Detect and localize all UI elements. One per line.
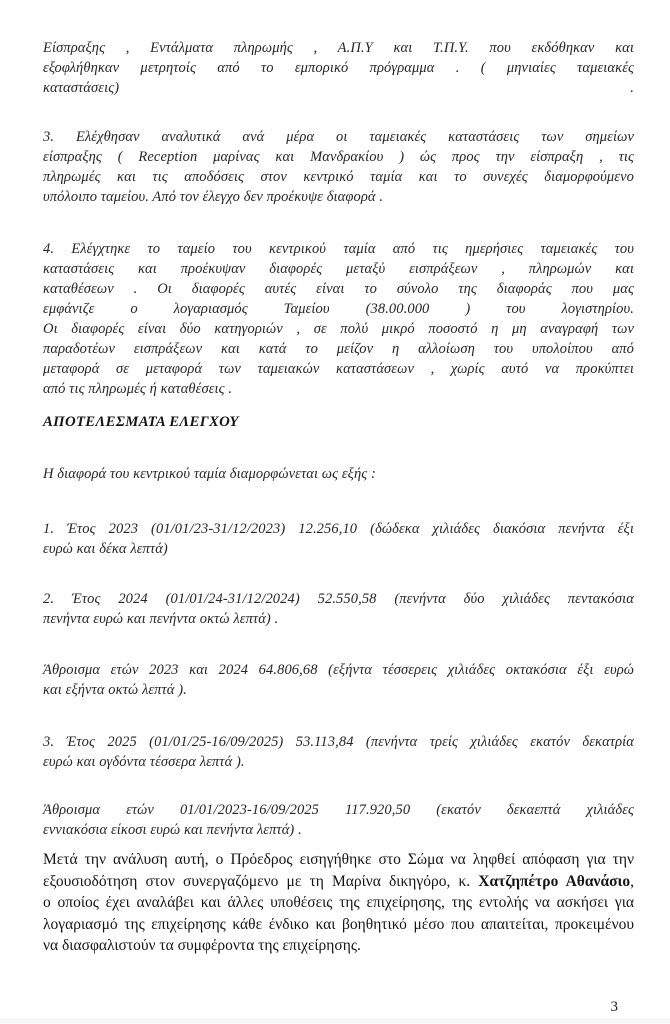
italic-body-section: [43, 38, 634, 840]
results-intro-line: Η διαφορά του κεντρικού ταμία διαμορφώνεται ως εξής :: [43, 466, 376, 482]
text-line: Οι διαφορές είναι δύο κατηγοριών , σε πολύ μικρό ποσοστό η μη αναγραφή των: [43, 321, 634, 337]
result-item-year-2024: [43, 589, 634, 629]
result-sum-total: [43, 800, 634, 840]
text-line: 2. Έτος 2024 (01/01/24-31/12/2024) 52.550,58 (πενήντα δύο χιλιάδες πεντακόσια: [43, 591, 634, 607]
text-line: Μετά την ανάλυση αυτή, ο Πρόεδρος εισηγήθηκε στο Σώμα να ληφθεί απόφαση για την: [43, 851, 634, 868]
closing-paragraph: [43, 849, 634, 957]
paragraph-audit-point-3: [43, 127, 634, 207]
text-line: Είσπραξης , Εντάλματα πληρωμής , Α.Π.Υ και Τ.Π.Υ. που εκδόθηκαν και: [43, 40, 634, 56]
text-line: υπόλοιπο ταμείου. Από τον έλεγχο δεν προέκυψε διαφορά .: [43, 189, 384, 205]
paragraph-continuation: [43, 38, 634, 98]
text-line: καταστάσεις και προέκυψαν διαφορές μεταξύ εισπράξεων , πληρωμών και: [43, 261, 634, 277]
text-line: 3. Έτος 2025 (01/01/25-16/09/2025) 53.113,84 (πενήντα τρείς χιλιάδες εκατόν δεκατρία: [43, 734, 634, 750]
text-line: πληρωμές και τις αποδόσεις στον κεντρικό ταμία και το συνεχές διαμορφούμενο: [43, 169, 634, 185]
line-left-text: καταστάσεις): [43, 80, 120, 96]
text-line: Άθροισμα ετών 2023 και 2024 64.806,68 (εξήντα τέσσερεις χιλιάδες οκτακόσια έξι ευρώ: [43, 662, 634, 678]
text-line: μεταφορά σε μεταφορά των ταμειακών καταστάσεων , χωρίς αυτό να προκύπτει: [43, 361, 634, 377]
result-item-year-2023: [43, 519, 634, 559]
result-sum-2023-2024: [43, 660, 634, 700]
text-line: και εξήντα οκτώ λεπτά ).: [43, 682, 187, 698]
paragraph-audit-point-4: [43, 239, 634, 399]
bold-name-text: Χατζηπέτρο Αθανάσιο: [478, 872, 631, 890]
text-line: λογαριασμό της επιχείρησης κάθε ένδικο και βοηθητικό μέσο που απαιτείται, προκειμένου: [43, 915, 634, 933]
page-bottom-edge: [0, 1018, 670, 1024]
text-line: καταθέσεων . Οι διαφορές αυτές είναι το σύνολο της διαφοράς που μας: [43, 281, 634, 297]
text-line: 4. Ελέγχτηκε το ταμείο του κεντρικού ταμία από τις ημερήσιες ταμειακές του: [43, 241, 634, 257]
text-line: είσπραξης ( Reception μαρίνας και Μανδρακίου ) ώς προς την είσπραξη , τις: [43, 149, 634, 165]
text-line: πενήντα ευρώ και πενήντα οκτώ λεπτά) .: [43, 611, 279, 627]
text-line: 3. Ελέχθησαν αναλυτικά ανά μέρα οι ταμειακές καταστάσεις των σημείων: [43, 129, 634, 145]
text-line: από τις πληρωμές ή καταθέσεις .: [43, 381, 233, 397]
results-heading: ΑΠΟΤΕΛΕΣΜΑΤΑ ΕΛΕΓΧΟΥ: [43, 414, 239, 430]
text-line: να διασφαλιστούν τα συμφέροντα της επιχείρησης.: [43, 937, 361, 954]
text-line: παραδοτέων εισπράξεων και κατά το μείζον η αλλοίωση του υπολοίπου από: [43, 341, 634, 357]
text-line: εννιακόσια είκοσι ευρώ και πενήντα λεπτά) .: [43, 822, 302, 838]
text-line: [43, 871, 634, 893]
page-number: 3: [610, 999, 618, 1015]
text-line: ευρώ και δέκα λεπτά): [43, 541, 168, 557]
text-line: ο οποίος έχει αναλάβει και άλλες υποθέσεις της επιχείρησης, της εντολής να ασκήσει για: [43, 894, 634, 911]
text-line: [43, 78, 634, 98]
line-text: ,: [630, 872, 634, 890]
line-right-text: .: [630, 80, 634, 96]
text-line: ευρώ και ογδόντα τέσσερα λεπτά ).: [43, 754, 245, 770]
text-line: 1. Έτος 2023 (01/01/23-31/12/2023) 12.256,10 (δώδεκα χιλιάδες διακόσια πενήντα έξι: [43, 521, 634, 537]
line-text: εξουσιοδότηση στον συνεργαζόμενο με τη Μαρίνα δικηγόρο, κ.: [43, 872, 479, 890]
result-item-year-2025: [43, 732, 634, 772]
text-line: Άθροισμα ετών 01/01/2023-16/09/2025 117.920,50 (εκατόν δεκαεπτά χιλιάδες: [43, 802, 634, 818]
text-line: εξοφλήθηκαν μετρητοίς από το εμπορικό πρόγραμμα . ( μηνιαίες ταμειακές: [43, 60, 634, 76]
text-line: εμφάνιζε ο λογαριασμός Ταμείου (38.00.000 ) του λογιστηρίου.: [43, 301, 634, 317]
